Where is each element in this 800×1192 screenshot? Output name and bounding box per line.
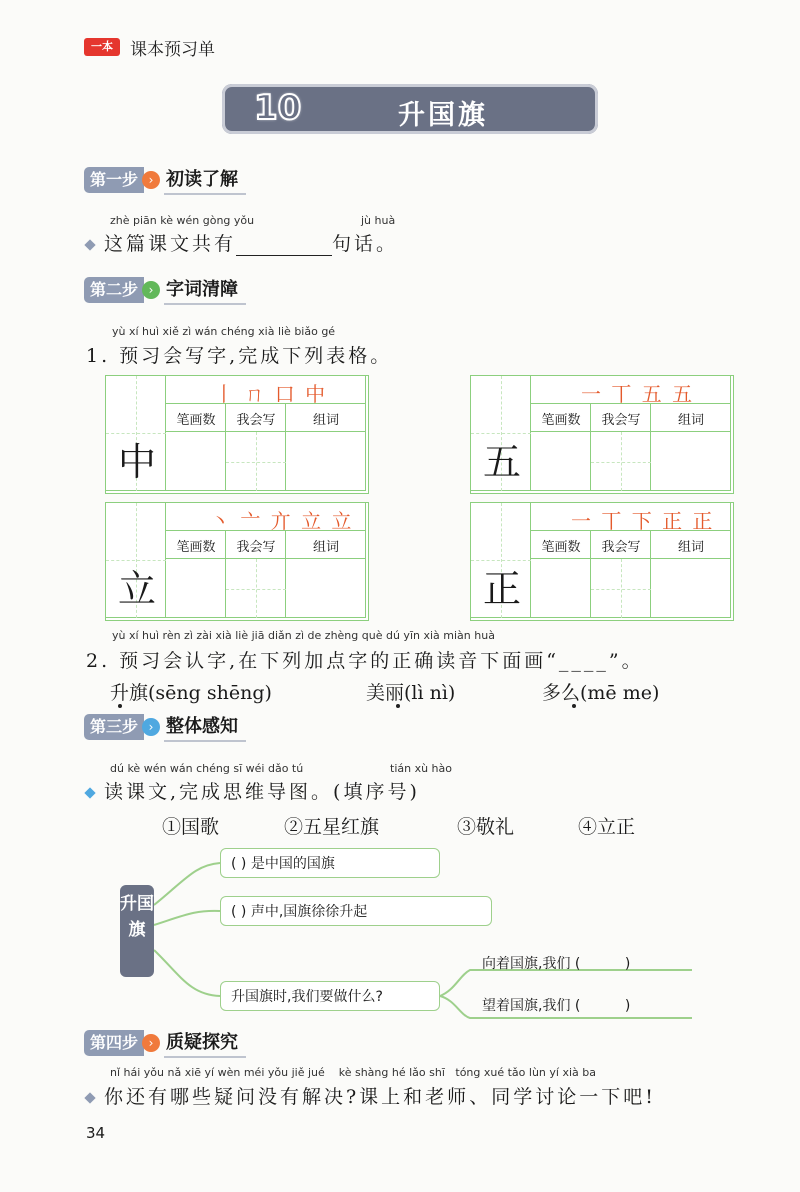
col-header-strokes: 笔画数 [541,413,581,428]
grid-char: 正 [483,567,522,611]
col-header-write: 我会写 [236,413,276,428]
stroke-order: 丨 ㄇ 口 中 [214,382,328,406]
choice-2: ②五星红旗 [284,816,380,838]
step3-text: 读课文,完成思维导图。(填序号) [104,781,420,803]
q2-text: 2. 预习会认字,在下列加点字的正确读音下面画“____”。 [86,650,644,672]
option-meili[interactable]: 美丽(lì nì) [366,682,456,704]
mindmap-branch-flag[interactable]: ( ) 是中国的国旗 [220,848,440,878]
chevron-right-icon: › [142,171,160,189]
chevron-right-icon: › [142,281,160,299]
chevron-right-icon: › [142,1034,160,1052]
section-title: 课本预习单 [130,40,215,60]
grid-char: 中 [118,440,157,484]
step4-heading [84,1030,246,1056]
step1-label: 第一步 [84,167,144,193]
col-header-strokes: 笔画数 [541,540,581,555]
mindmap-leaf-watching[interactable]: 望着国旗,我们 ( ) [482,998,631,1014]
step1-pinyin-a: zhè piān kè wén gòng yǒu [110,214,255,227]
step3-name: 整体感知 [164,714,246,742]
step1-name: 初读了解 [164,167,246,195]
chevron-right-icon: › [142,718,160,736]
step4-name: 质疑探究 [164,1030,246,1058]
step2-name: 字词清障 [164,277,246,305]
q1-pinyin: yù xí huì xiě zì wán chéng xià liè biǎo gé [112,325,336,338]
grid-char: 立 [118,567,157,611]
col-header-strokes: 笔画数 [176,540,216,555]
step3-pinyin-b: tián xù hào [390,762,452,775]
step4-pinyin: nǐ hái yǒu nǎ xiē yí wèn méi yǒu jiě jué kè shàng hé lǎo shī tóng xué tǎo lùn yí xià ba [110,1066,596,1079]
mindmap-branch-question: 升国旗时,我们要做什么? [220,981,440,1011]
mindmap-root: 升国旗 [120,885,154,977]
step2-label: 第二步 [84,277,144,303]
bullet-diamond-icon [84,1092,95,1103]
col-header-words: 组词 [312,413,339,428]
mindmap-leaf-facing[interactable]: 向着国旗,我们 ( ) [482,956,631,972]
choice-1: ①国歌 [162,816,220,838]
col-header-write: 我会写 [601,540,641,555]
step3-label: 第三步 [84,714,144,740]
col-header-write: 我会写 [601,413,641,428]
col-header-words: 组词 [677,540,704,555]
step4-text: 你还有哪些疑问没有解决?课上和老师、同学讨论一下吧! [104,1086,656,1108]
option-duome[interactable]: 多么(mē me) [542,682,660,704]
step4-label: 第四步 [84,1030,144,1056]
col-header-write: 我会写 [236,540,276,555]
choice-4: ④立正 [578,816,636,838]
mindmap-branch-anthem[interactable]: ( ) 声中,国旗徐徐升起 [220,896,492,926]
grid-char: 五 [483,440,522,484]
lesson-number: 10 [254,88,302,128]
col-header-words: 组词 [677,413,704,428]
step1-text-a: 这篇课文共有 [104,233,237,255]
stroke-order: 一 丅 五 五 [581,382,695,406]
series-badge: 一本 [84,38,120,56]
q1-text: 1. 预习会写字,完成下列表格。 [86,345,393,367]
step4-question [86,1082,656,1109]
col-header-strokes: 笔画数 [176,413,216,428]
col-header-words: 组词 [312,540,339,555]
stroke-order: 一 丅 下 正 正 [571,509,715,533]
choice-3: ③敬礼 [457,816,515,838]
step1-text-b: 句话。 [332,233,399,255]
lesson-title: 升国旗 [398,100,488,131]
step1-pinyin-b: jù huà [361,214,396,227]
stroke-order: 丶 亠 亣 立 立 [210,509,354,533]
option-shengqi[interactable]: 升旗(sēng shēng) [110,682,272,704]
step3-pinyin-a: dú kè wén wán chéng sī wéi dǎo tú [110,762,304,775]
q2-pinyin: yù xí huì rèn zì zài xià liè jiā diǎn zì de zhèng què dú yīn xià miàn huà [112,629,495,642]
page-number: 34 [86,1124,106,1142]
